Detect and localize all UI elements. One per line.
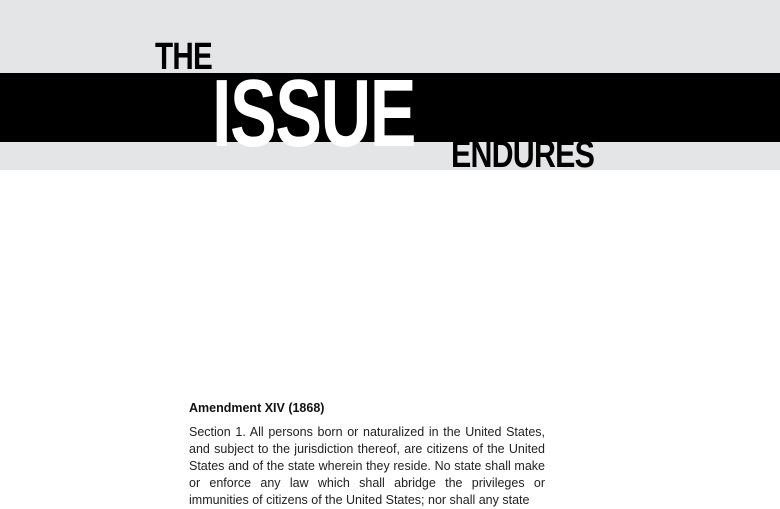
title-issue: ISSUE <box>212 60 416 167</box>
amendment-heading: Amendment XIV (1868) <box>189 401 325 415</box>
title-endures: ENDURES <box>451 134 595 176</box>
title-the: THE <box>155 36 212 78</box>
amendment-section <box>189 400 545 509</box>
amendment-body-text: Section 1. All persons born or naturalized in the United States, and subject to the jurisdiction thereof, are citizens of the United States and of the state wherein they reside. No state shall make or enforce any law which shall abridge the privileges or immunities of citizens of the United States; nor shall any state <box>189 425 545 507</box>
